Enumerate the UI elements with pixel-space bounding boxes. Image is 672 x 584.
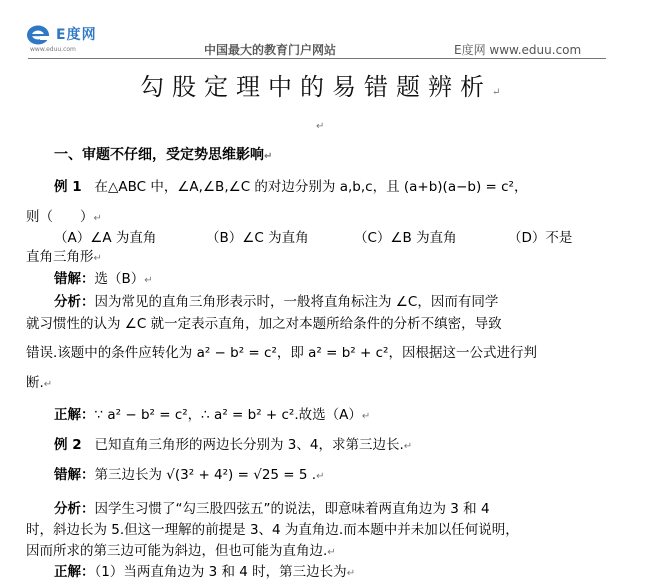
paragraph-mark: ↵: [492, 87, 509, 98]
wrong-solution-text: 第三边长为 √(3² + 4²) = √25 = 5 .: [94, 467, 317, 483]
paragraph-mark: ↵: [93, 213, 102, 224]
analysis-text: 因为常见的直角三角形表示时，一般将直角标注为 ∠C，因而有同学: [94, 294, 499, 310]
option-a: （A）∠A 为直角: [54, 230, 157, 246]
analysis-1-line-3: 错误.该题中的条件应转化为 a² − b² = c²，即 a² = b² + c²，因根据这一公式进行判: [26, 345, 537, 361]
example-label: 例 2: [54, 437, 82, 453]
example-1-blank: [26, 208, 102, 228]
correct-solution-text: ∵ a² − b² = c²，∴ a² = b² + c².故选（A）: [94, 407, 362, 423]
analysis-text: 因而所求的第三边可能为斜边，但也可能为直角边.: [26, 543, 328, 559]
option-d-cont: [26, 248, 102, 268]
paragraph-mark: ↵: [403, 441, 413, 452]
wrong-solution-label: 错解：: [54, 271, 95, 287]
paragraph-mark: ↵: [144, 275, 153, 286]
logo-name: E度网: [56, 27, 97, 43]
correct-solution-2: [54, 563, 355, 583]
example-text: 则（ ）: [26, 209, 94, 225]
site-name: 中国最大的教育门户网站: [204, 43, 337, 57]
example-1: [54, 178, 527, 196]
option-b: （B）∠C 为直角: [206, 230, 309, 246]
analysis-1-line-4: [26, 374, 52, 394]
paragraph-mark: ↵: [327, 547, 336, 558]
document-title: [140, 67, 508, 102]
paragraph-mark: ↵: [43, 379, 53, 390]
document-title-text: 勾股定理中的易错题辨析: [140, 73, 492, 101]
analysis-1-line-2: 就习惯性的认为 ∠C 就一定表示直角，加之对本题所给条件的分析不缜密，导致: [26, 316, 502, 332]
analysis-2-line-3: [26, 542, 336, 562]
option-c: （C）∠B 为直角: [354, 230, 457, 246]
analysis-2-line-1: [54, 500, 490, 518]
correct-solution-label: 正解：: [54, 407, 95, 423]
paragraph-mark: ↵: [316, 471, 325, 482]
option-text: 直角三角形: [26, 249, 94, 265]
analysis-1-line-1: [54, 293, 498, 311]
paragraph-mark: ↵: [264, 151, 273, 162]
paragraph-mark: ↵: [361, 411, 371, 422]
wrong-solution-1: [54, 270, 153, 290]
logo-url: www.eduu.com: [30, 46, 76, 53]
section-heading: [54, 146, 272, 166]
wrong-solution-text: 选（B）: [94, 271, 145, 287]
analysis-2-line-2: 时，斜边长为 5.但这一理解的前提是 3、4 为直角边.而本题中并未加以任何说明，: [26, 522, 519, 538]
section-heading-text: 一、审题不仔细，受定势思维影响: [54, 147, 264, 163]
wrong-solution-label: 错解：: [54, 467, 95, 483]
paragraph-mark: ↵: [316, 121, 325, 132]
correct-solution-label: 正解：: [54, 564, 95, 580]
example-label: 例 1: [54, 179, 82, 195]
option-d: （D）不是: [508, 230, 573, 246]
analysis-text: 因学生习惯了“勾三股四弦五”的说法，即意味着两直角边为 3 和 4: [94, 501, 490, 517]
example-text: 在△ABC 中，∠A,∠B,∠C 的对边分别为 a,b,c，且 (a+b)(a−b) = c²，: [94, 179, 528, 195]
paragraph-mark: ↵: [93, 253, 102, 264]
site-url[interactable]: E度网 www.eduu.com: [454, 43, 582, 57]
analysis-label: 分析：: [54, 501, 95, 517]
correct-solution-text: （1）当两直角边为 3 和 4 时，第三边长为: [94, 564, 347, 580]
analysis-label: 分析：: [54, 294, 95, 310]
paragraph-mark: ↵: [346, 568, 356, 579]
correct-solution-1: [54, 406, 370, 426]
analysis-text: 断.: [26, 375, 44, 391]
wrong-solution-2: [54, 466, 324, 486]
example-text: 已知直角三角形的两边长分别为 3、4，求第三边长.: [94, 437, 404, 453]
example-2: [54, 436, 412, 456]
